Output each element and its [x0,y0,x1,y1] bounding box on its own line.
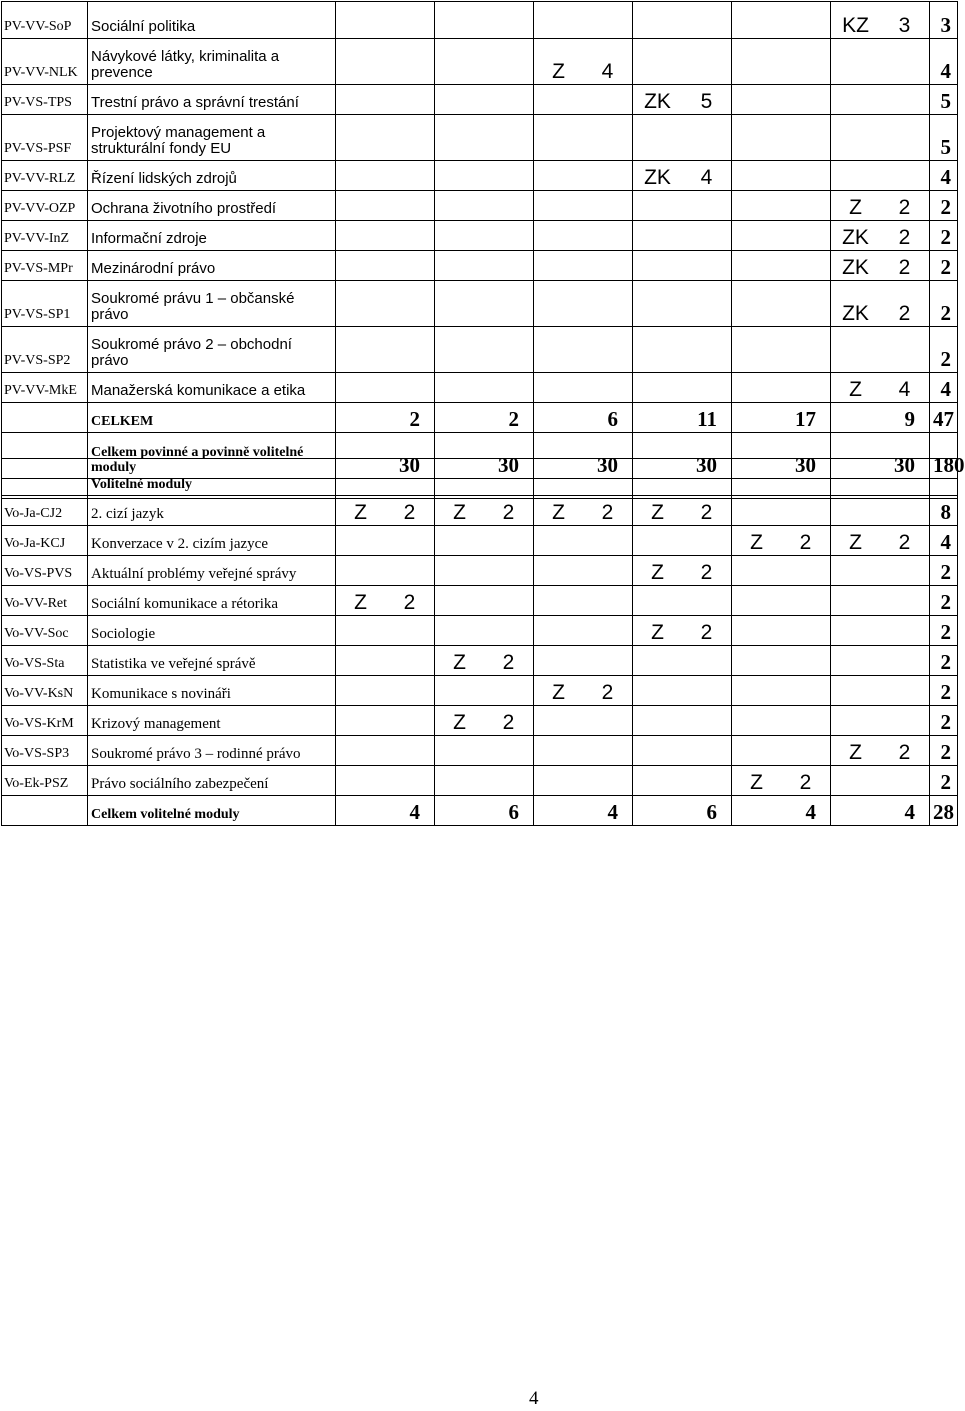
table-row [2,251,958,281]
semester-cell [633,115,732,161]
table-row [2,616,958,646]
module-name: Řízení lidských zdrojů [88,161,336,191]
completion-type: Z [849,196,862,219]
semester-cell [732,586,831,616]
semester-cell [336,191,435,221]
semester-cell [534,556,633,586]
elective-heading: Volitelné moduly [88,459,336,496]
credit-value: 2 [502,651,515,674]
semester-cell [534,251,633,281]
page-number: 4 [529,1388,539,1409]
semester-cell [831,526,930,556]
total-label: CELKEM [88,403,336,433]
semester-cell [633,676,732,706]
table-row [2,646,958,676]
semester-cell [534,2,633,39]
module-name: Ochrana životního prostředí [88,191,336,221]
semester-cell [435,556,534,586]
module-name: 2. cizí jazyk [88,496,336,526]
semester-cell [732,556,831,586]
module-total: 2 [930,281,958,327]
semester-cell [831,327,930,373]
semester-cell [534,766,633,796]
empty-cell [2,403,88,433]
semester-cell [732,327,831,373]
module-total: 2 [930,676,958,706]
credit-value: 2 [403,591,416,614]
elective-total-value: 6 [633,796,732,826]
semester-cell [633,251,732,281]
semester-cell [732,373,831,403]
completion-type: Z [552,60,565,83]
semester-cell [831,646,930,676]
module-name: Návykové látky, kriminalita a prevence [88,39,336,85]
completion-type: ZK [842,302,869,325]
semester-cell [633,2,732,39]
semester-cell [633,766,732,796]
module-code: PV-VS-MPr [2,251,88,281]
credit-value: 2 [700,501,713,524]
semester-cell [732,39,831,85]
completion-type: ZK [842,226,869,249]
module-total: 2 [930,646,958,676]
credit-value: 2 [700,621,713,644]
semester-cell [336,496,435,526]
elective-total-value: 4 [336,796,435,826]
table-row [2,161,958,191]
semester-cell [534,281,633,327]
credit-value: 2 [601,681,614,704]
completion-type: Z [552,681,565,704]
semester-cell [336,526,435,556]
module-total: 4 [930,373,958,403]
semester-cell [732,766,831,796]
semester-cell [435,496,534,526]
credit-value: 2 [700,561,713,584]
module-name: Manažerská komunikace a etika [88,373,336,403]
semester-cell [633,191,732,221]
semester-cell [435,251,534,281]
module-name: Právo sociálního zabezpečení [88,766,336,796]
semester-cell [732,496,831,526]
semester-cell [633,586,732,616]
completion-type: KZ [842,14,869,37]
completion-type: Z [849,741,862,764]
semester-cell [336,766,435,796]
semester-cell [435,2,534,39]
total-value: 9 [831,403,930,433]
semester-cell [831,586,930,616]
module-name: Konverzace v 2. cizím jazyce [88,526,336,556]
module-name: Soukromé právo 2 – obchodní právo [88,327,336,373]
semester-cell [336,39,435,85]
semester-cell [732,251,831,281]
total-mandatory-value: 30 [633,433,732,479]
empty-cell [930,459,958,496]
completion-type: Z [651,561,664,584]
credit-value: 3 [898,14,911,37]
semester-cell [831,251,930,281]
semester-cell [534,496,633,526]
semester-cell [534,706,633,736]
semester-cell [831,161,930,191]
module-code: Vo-VV-Ret [2,586,88,616]
semester-cell [336,85,435,115]
total-mandatory-value: 30 [336,433,435,479]
semester-cell [534,526,633,556]
semester-cell [633,736,732,766]
semester-cell [633,646,732,676]
completion-type: Z [849,531,862,554]
semester-cell [831,556,930,586]
credit-value: 4 [601,60,614,83]
semester-cell [732,221,831,251]
elective-total-row [2,796,958,826]
total-value: 2 [435,403,534,433]
empty-cell [534,459,633,496]
credit-value: 4 [700,166,713,189]
module-name: Aktuální problémy veřejné správy [88,556,336,586]
semester-cell [336,646,435,676]
empty-cell [435,459,534,496]
completion-type: ZK [644,166,671,189]
mandatory-modules-table [1,1,965,499]
module-total: 4 [930,161,958,191]
semester-cell [633,706,732,736]
semester-cell [534,161,633,191]
module-name: Sociální politika [88,2,336,39]
semester-cell [831,766,930,796]
semester-cell [732,161,831,191]
total-value: 17 [732,403,831,433]
module-code: PV-VS-PSF [2,115,88,161]
semester-cell [435,586,534,616]
semester-cell [336,373,435,403]
table-row [2,39,958,85]
module-name: Sociální komunikace a rétorika [88,586,336,616]
table-row [2,706,958,736]
module-name: Mezinárodní právo [88,251,336,281]
semester-cell [435,161,534,191]
semester-cell [633,496,732,526]
completion-type: ZK [842,256,869,279]
module-code: PV-VV-RLZ [2,161,88,191]
module-code: PV-VV-OZP [2,191,88,221]
semester-cell [534,327,633,373]
semester-cell [831,373,930,403]
semester-cell [435,706,534,736]
total-mandatory-value: 30 [534,433,633,479]
semester-cell [336,327,435,373]
semester-cell [336,2,435,39]
table-row [2,556,958,586]
semester-cell [831,39,930,85]
module-name: Informační zdroje [88,221,336,251]
module-total: 3 [930,2,958,39]
module-name: Krizový management [88,706,336,736]
table-row [2,526,958,556]
module-total: 2 [930,191,958,221]
semester-cell [336,281,435,327]
semester-cell [534,191,633,221]
module-name: Sociologie [88,616,336,646]
semester-cell [336,616,435,646]
completion-type: Z [651,501,664,524]
elective-heading-row [2,459,958,496]
semester-cell [732,526,831,556]
elective-modules-table [1,458,958,826]
credit-value: 2 [898,531,911,554]
table-row [2,327,958,373]
semester-cell [831,736,930,766]
semester-cell [534,586,633,616]
semester-cell [435,115,534,161]
completion-type: Z [849,378,862,401]
elective-total-value: 4 [831,796,930,826]
semester-cell [732,85,831,115]
credit-value: 2 [799,771,812,794]
completion-type: ZK [644,90,671,113]
total-row [2,403,958,433]
semester-cell [534,646,633,676]
empty-cell [2,459,88,496]
module-total: 4 [930,39,958,85]
module-code: PV-VV-InZ [2,221,88,251]
credit-value: 2 [502,501,515,524]
completion-type: Z [354,501,367,524]
semester-cell [435,39,534,85]
table-row [2,586,958,616]
module-code: Vo-VS-KrM [2,706,88,736]
module-name: Soukromé právo 3 – rodinné právo [88,736,336,766]
module-name: Komunikace s novináři [88,676,336,706]
semester-cell [435,766,534,796]
module-code: Vo-VV-KsN [2,676,88,706]
module-code: Vo-VS-Sta [2,646,88,676]
module-total: 2 [930,221,958,251]
semester-cell [732,115,831,161]
empty-cell [831,459,930,496]
total-value: 2 [336,403,435,433]
completion-type: Z [453,711,466,734]
credit-value: 2 [898,302,911,325]
semester-cell [732,706,831,736]
module-total: 2 [930,706,958,736]
semester-cell [336,736,435,766]
semester-cell [435,327,534,373]
semester-cell [336,706,435,736]
credit-value: 2 [898,741,911,764]
semester-cell [336,115,435,161]
total-mandatory-value: 30 [831,433,930,479]
total-mandatory-value: 180 [930,433,958,479]
semester-cell [831,281,930,327]
total-mandatory-value: 30 [732,433,831,479]
credit-value: 2 [799,531,812,554]
module-total: 2 [930,327,958,373]
semester-cell [534,676,633,706]
semester-cell [435,373,534,403]
credit-value: 2 [601,501,614,524]
semester-cell [831,85,930,115]
semester-cell [732,646,831,676]
total-mandatory-value: 30 [435,433,534,479]
table-row [2,373,958,403]
module-total: 2 [930,556,958,586]
completion-type: Z [354,591,367,614]
credit-value: 4 [898,378,911,401]
semester-cell [732,281,831,327]
module-code: PV-VS-SP1 [2,281,88,327]
module-name: Trestní právo a správní trestání [88,85,336,115]
table-row [2,496,958,526]
completion-type: Z [552,501,565,524]
semester-cell [336,221,435,251]
elective-total-value: 6 [435,796,534,826]
table-row [2,281,958,327]
module-total: 2 [930,736,958,766]
semester-cell [435,281,534,327]
semester-cell [336,586,435,616]
semester-cell [732,616,831,646]
table-row [2,676,958,706]
module-code: Vo-VS-PVS [2,556,88,586]
semester-cell [336,161,435,191]
semester-cell [831,616,930,646]
completion-type: Z [651,621,664,644]
module-name: Statistika ve veřejné správě [88,646,336,676]
semester-cell [435,616,534,646]
total-value: 11 [633,403,732,433]
elective-total-value: 4 [534,796,633,826]
credit-value: 2 [898,226,911,249]
semester-cell [732,736,831,766]
semester-cell [435,85,534,115]
semester-cell [732,676,831,706]
table-row [2,221,958,251]
module-total: 2 [930,251,958,281]
module-total: 4 [930,526,958,556]
semester-cell [435,191,534,221]
empty-cell [336,459,435,496]
semester-cell [633,39,732,85]
table-row [2,191,958,221]
semester-cell [831,221,930,251]
semester-cell [633,327,732,373]
semester-cell [534,736,633,766]
semester-cell [831,706,930,736]
module-code: PV-VV-NLK [2,39,88,85]
total-value: 6 [534,403,633,433]
completion-type: Z [453,651,466,674]
semester-cell [534,221,633,251]
module-code: PV-VS-TPS [2,85,88,115]
module-total: 8 [930,496,958,526]
semester-cell [435,526,534,556]
semester-cell [534,115,633,161]
semester-cell [831,191,930,221]
semester-cell [633,526,732,556]
total-mandatory-label: Celkem povinné a povinně volitelné moduly [88,433,336,479]
module-name: Projektový management a strukturální fondy EU [88,115,336,161]
semester-cell [633,85,732,115]
semester-cell [534,616,633,646]
module-code: PV-VV-MkE [2,373,88,403]
elective-total-value: 28 [930,796,958,826]
module-total: 2 [930,766,958,796]
empty-cell [633,459,732,496]
module-code: PV-VV-SoP [2,2,88,39]
module-total: 2 [930,616,958,646]
semester-cell [633,556,732,586]
table-row [2,115,958,161]
module-total: 5 [930,115,958,161]
completion-type: Z [750,771,763,794]
semester-cell [633,616,732,646]
semester-cell [831,115,930,161]
total-value: 47 [930,403,958,433]
semester-cell [435,736,534,766]
completion-type: Z [750,531,763,554]
module-code: Vo-VV-Soc [2,616,88,646]
credit-value: 5 [700,90,713,113]
module-total: 5 [930,85,958,115]
empty-cell [2,796,88,826]
table-row [2,736,958,766]
credit-value: 2 [502,711,515,734]
semester-cell [435,221,534,251]
credit-value: 2 [403,501,416,524]
module-code: Vo-Ja-KCJ [2,526,88,556]
semester-cell [831,2,930,39]
table-row [2,766,958,796]
semester-cell [534,39,633,85]
module-name: Soukromé právu 1 – občanské právo [88,281,336,327]
semester-cell [534,85,633,115]
credit-value: 2 [898,196,911,219]
elective-total-value: 4 [732,796,831,826]
semester-cell [633,161,732,191]
elective-total-label: Celkem volitelné moduly [88,796,336,826]
semester-cell [534,373,633,403]
semester-cell [336,251,435,281]
semester-cell [633,373,732,403]
semester-cell [633,281,732,327]
completion-type: Z [453,501,466,524]
module-code: Vo-Ek-PSZ [2,766,88,796]
credit-value: 2 [898,256,911,279]
module-code: Vo-Ja-CJ2 [2,496,88,526]
module-total: 2 [930,586,958,616]
semester-cell [336,556,435,586]
semester-cell [732,2,831,39]
semester-cell [435,646,534,676]
semester-cell [831,496,930,526]
semester-cell [831,676,930,706]
module-code: Vo-VS-SP3 [2,736,88,766]
table-row [2,85,958,115]
module-code: PV-VS-SP2 [2,327,88,373]
semester-cell [435,676,534,706]
semester-cell [336,676,435,706]
semester-cell [633,221,732,251]
semester-cell [732,191,831,221]
empty-cell [732,459,831,496]
table-row [2,2,958,39]
